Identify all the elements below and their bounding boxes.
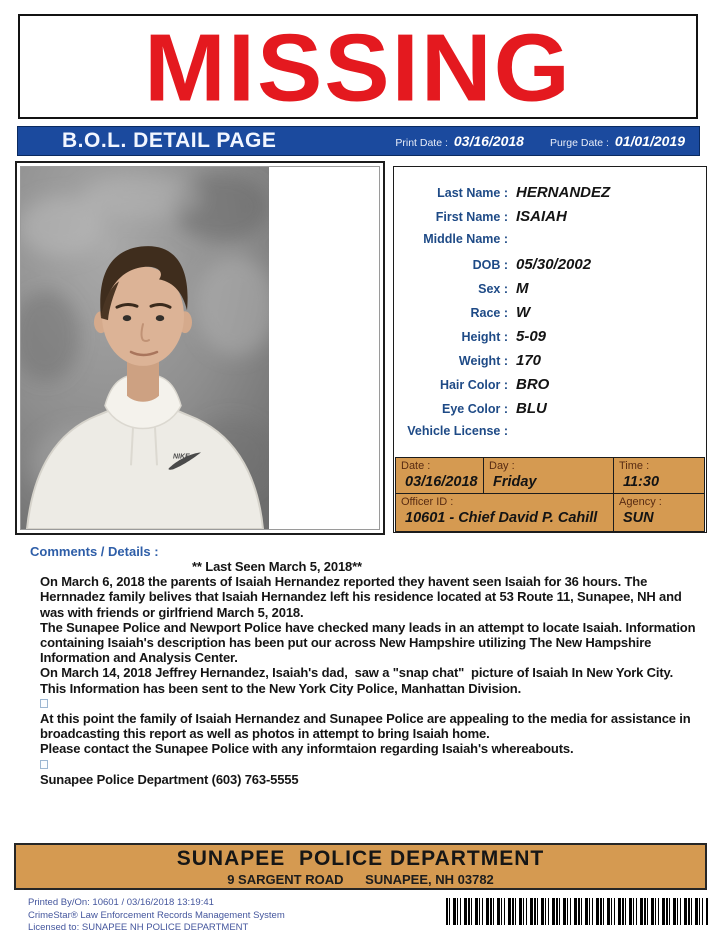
comment-line: The Sunapee Police and Newport Police have checked many leads in an attempt to locate Isaiah. Information [40, 619, 696, 635]
field-label: Hair Color : [439, 378, 508, 392]
comment-line-phone: Sunapee Police Department (603) 763-5555 [40, 771, 299, 787]
incident-time-cell [614, 458, 704, 494]
incident-agency-cell [614, 494, 704, 531]
department-banner [14, 843, 707, 890]
page-title: B.O.L. DETAIL PAGE [62, 129, 277, 152]
licensed-line: Licensed to: SUNAPEE NH POLICE DEPARTMENT [28, 922, 249, 933]
missing-banner [18, 14, 698, 119]
field-first-name [394, 208, 706, 232]
field-label: Height : [461, 330, 508, 344]
field-value: W [516, 304, 531, 321]
department-address: 9 SARGENT ROAD SUNAPEE, NH 03782 [227, 871, 494, 887]
field-label: Vehicle License : [407, 424, 508, 438]
comment-line: broadcasting this report as well as photos in attempt to bring Isaiah home. [40, 726, 490, 742]
printed-by-line: Printed By/On: 10601 / 03/16/2018 13:19:41 [28, 897, 214, 908]
empty-box-glyph-line [40, 756, 710, 771]
comment-line: Please contact the Sunapee Police with any informtaion regarding Isaiah's whereabouts. [40, 741, 574, 757]
field-hair-color [394, 376, 706, 400]
field-race [394, 304, 706, 328]
comments-body [40, 559, 710, 787]
field-label: Middle Name : [423, 232, 508, 246]
comment-line: containing Isaiah's description has been put our across New Hampshire utilizing The New Hampshire [40, 634, 652, 650]
incident-day-label: Day : [489, 460, 515, 472]
field-sex [394, 280, 706, 304]
comment-line: Information and Analysis Center. [40, 650, 238, 666]
field-label: DOB : [472, 258, 508, 272]
purge-date-label: Purge Date : [549, 137, 609, 149]
empty-box-glyph [40, 699, 48, 708]
field-label: Weight : [458, 354, 508, 368]
field-label: First Name : [435, 210, 508, 224]
incident-agency-value: SUN [623, 510, 654, 526]
field-value: 170 [516, 352, 542, 369]
print-date-group [395, 133, 524, 149]
photo-inner-frame [20, 166, 380, 530]
print-footer [28, 897, 285, 935]
purge-date-group [550, 133, 685, 149]
field-label: Eye Color : [442, 402, 508, 416]
header-dates [395, 133, 699, 149]
field-value: HERNANDEZ [516, 184, 611, 201]
comment-line: On March 6, 2018 the parents of Isaiah Hernandez reported they havent seen Isaiah for 36 hours. The [40, 574, 648, 590]
comment-line: At this point the family of Isaiah Hernandez and Sunapee Police are appealing to the media for assistance in [40, 710, 691, 726]
incident-agency-label: Agency : [619, 496, 662, 508]
empty-box-glyph-line [40, 696, 710, 711]
incident-officer-cell [396, 494, 614, 531]
incident-day-cell [484, 458, 614, 494]
empty-box-glyph [40, 760, 48, 769]
incident-time-label: Time : [619, 460, 650, 472]
field-dob [394, 256, 706, 280]
incident-date-cell [396, 458, 484, 494]
field-value: BLU [516, 400, 547, 417]
comment-line: Hernnadez family belives that Isaiah Hernandez left his residence located at 53 Route 11, Sunapee, NH and [40, 589, 682, 605]
missing-person-photo [21, 167, 269, 529]
incident-info-table [395, 457, 705, 532]
field-label: Race : [470, 306, 508, 320]
incident-date-label: Date : [401, 460, 431, 472]
subject-details-box [393, 166, 707, 533]
field-vehicle-license [394, 424, 706, 448]
field-label: Sex : [478, 282, 508, 296]
bol-header-bar [17, 126, 700, 156]
barcode-image [446, 898, 708, 925]
system-line: CrimeStar® Law Enforcement Records Management System [28, 909, 285, 921]
comments-heading: Comments / Details : [30, 544, 159, 559]
purge-date-value: 01/01/2019 [614, 133, 685, 149]
field-value: 05/30/2002 [516, 256, 592, 273]
field-label: Last Name : [437, 186, 508, 200]
field-value: M [516, 280, 529, 297]
field-value: BRO [516, 376, 550, 393]
field-height [394, 328, 706, 352]
field-last-name [394, 184, 706, 208]
subject-fields [394, 184, 706, 448]
comment-line: This Information has been sent to the New York City Police, Manhattan Division. [40, 680, 522, 696]
field-value: 5-09 [516, 328, 547, 345]
incident-officer-value: 10601 - Chief David P. Cahill [405, 510, 598, 526]
photo-frame [15, 161, 385, 535]
print-date-value: 03/16/2018 [453, 133, 524, 149]
comment-line: On March 14, 2018 Jeffrey Hernandez, Isaiah's dad, saw a "snap chat" picture of Isaiah In New York City. [40, 665, 674, 681]
field-value: ISAIAH [516, 208, 567, 225]
missing-title: MISSING [144, 12, 572, 121]
incident-date-value: 03/16/2018 [405, 474, 478, 490]
department-name: SUNAPEE POLICE DEPARTMENT [176, 846, 545, 870]
print-date-label: Print Date : [395, 137, 448, 149]
svg-text:NIKE: NIKE [173, 453, 190, 461]
field-weight [394, 352, 706, 376]
comment-line: was with friends or girlfriend March 5, 2018. [40, 604, 304, 620]
incident-day-value: Friday [493, 474, 537, 490]
comment-line-last-seen: ** Last Seen March 5, 2018** [192, 559, 362, 574]
field-middle-name [394, 232, 706, 256]
incident-time-value: 11:30 [623, 474, 660, 490]
incident-officer-label: Officer ID : [401, 496, 454, 508]
field-eye-color [394, 400, 706, 424]
